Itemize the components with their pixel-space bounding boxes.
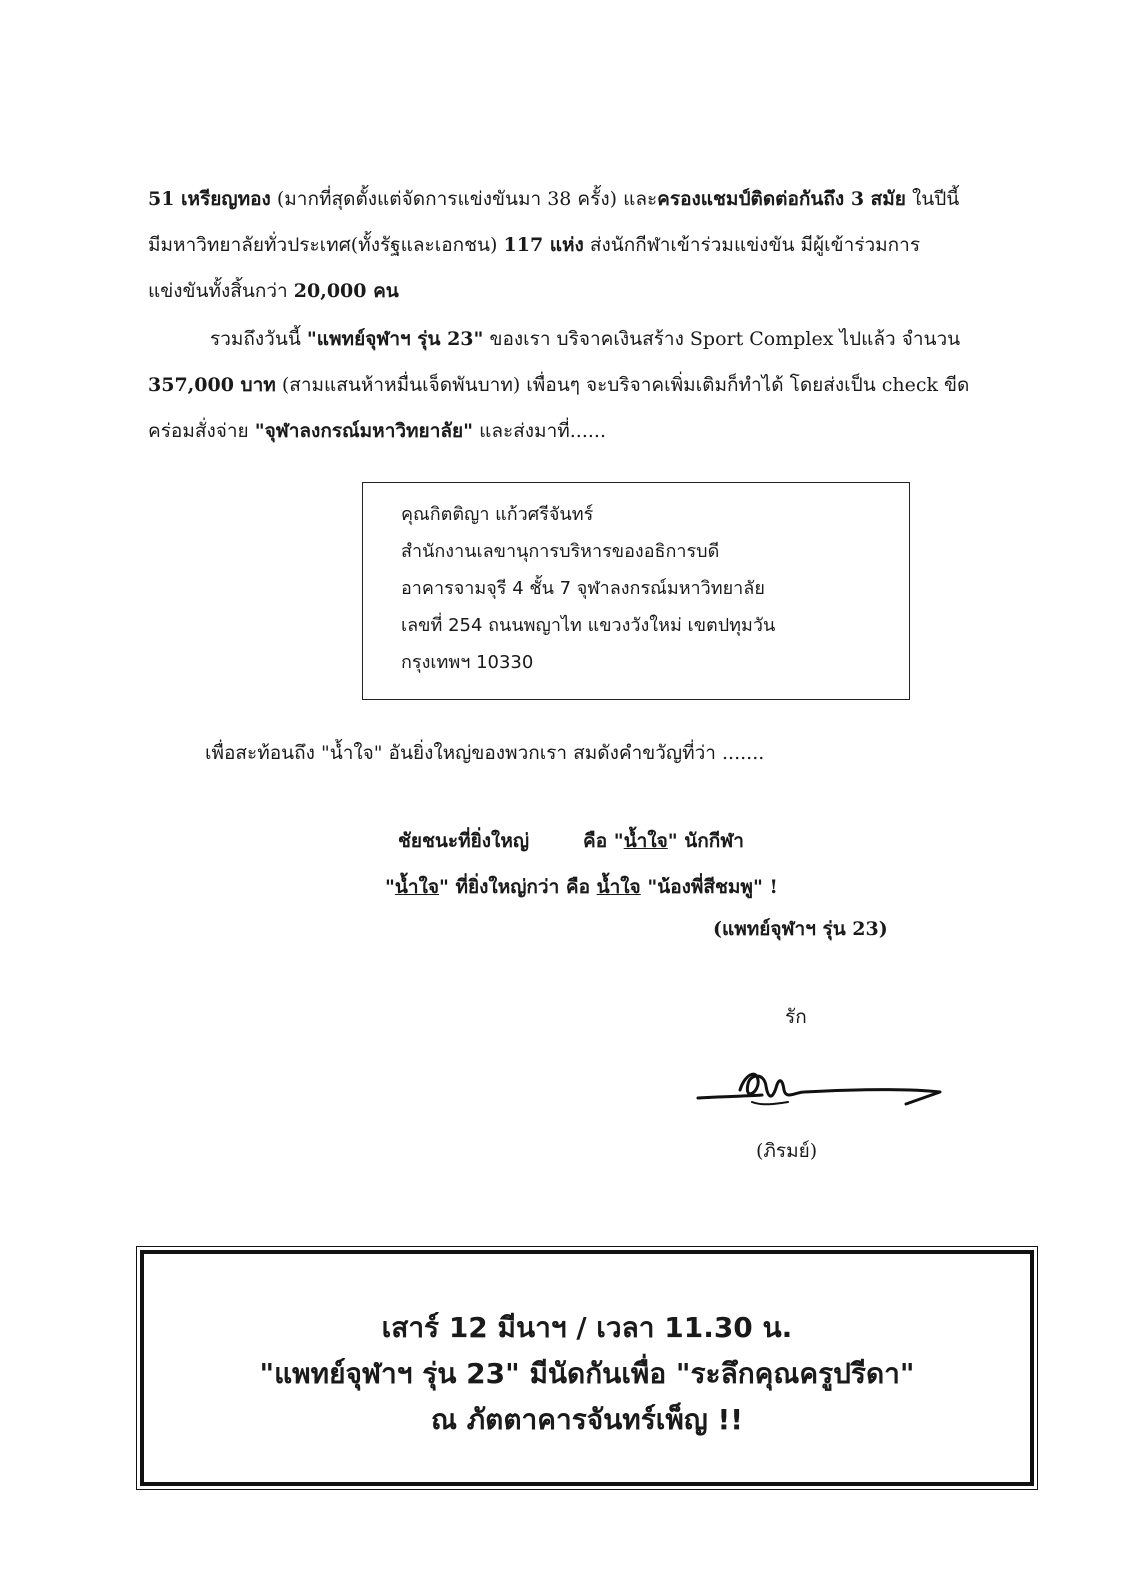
university-count: 117 แห่ง — [503, 234, 584, 256]
champion-text: ครองแชมป์ติดต่อกันถึง 3 สมัย — [657, 188, 906, 210]
paragraph-line: แข่งขันทั้งสิ้นกว่า 20,000 คน — [148, 280, 399, 302]
address-city: กรุงเทพฯ 10330 — [401, 652, 534, 673]
gold-medals: 51 เหรียญทอง — [148, 188, 271, 210]
address-box — [362, 482, 910, 700]
meeting-notice-box — [140, 1250, 1034, 1486]
closing-love: รัก — [785, 1006, 807, 1028]
address-building: อาคารจามจุรี 4 ชั้น 7 จุฬาลงกรณ์มหาวิทยาลัย — [401, 578, 765, 599]
motto-line-1: ชัยชนะที่ยิ่งใหญ่ คือ "น้ำใจ" นักกีฬา — [398, 830, 744, 852]
paragraph-results — [148, 176, 1038, 314]
notice-venue: ณ ภัตตาคารจันทร์เพ็ญ !! — [431, 1403, 743, 1436]
signer-name: (ภิรมย์) — [756, 1140, 818, 1162]
class-name: "แพทย์จุฬาฯ รุ่น 23" — [306, 328, 484, 350]
notice-date-time: เสาร์ 12 มีนาฯ / เวลา 11.30 น. — [381, 1311, 793, 1344]
donation-amount: 357,000 บาท — [148, 374, 276, 396]
notice-purpose: "แพทย์จุฬาฯ รุ่น 23" มีนัดกันเพื่อ "ระลึกคุณครูปรีดา" — [259, 1357, 915, 1390]
paragraph-line: คร่อมสั่งจ่าย "จุฬาลงกรณ์มหาวิทยาลัย" และส่งมาที่...... — [148, 420, 607, 442]
signature-image — [692, 1062, 954, 1122]
motto-line-2: "น้ำใจ" ที่ยิ่งใหญ่กว่า คือ น้ำใจ "น้องพี่สีชมพู" ! — [385, 876, 778, 898]
paragraph-donation — [148, 316, 1038, 454]
paragraph-line: มีมหาวิทยาลัยทั่วประเทศ(ทั้งรัฐและเอกชน) 117 แห่ง ส่งนักกีฬาเข้าร่วมแข่งขัน มีผู้เข้าร่วมการ — [148, 234, 921, 256]
address-office: สำนักงานเลขานุการบริหารของอธิการบดี — [401, 541, 720, 562]
address-name: คุณกิตติญา แก้วศรีจันทร์ — [401, 504, 594, 525]
address-street: เลขที่ 254 ถนนพญาไท แขวงวังใหม่ เขตปทุมวัน — [401, 615, 776, 636]
reflection-text: เพื่อสะท้อนถึง "น้ำใจ" อันยิ่งใหญ่ของพวกเรา สมดังคำขวัญที่ว่า ....... — [205, 742, 765, 764]
paragraph-line: รวมถึงวันนี้ "แพทย์จุฬาฯ รุ่น 23" ของเรา บริจาคเงินสร้าง Sport Complex ไปแล้ว จำนวน — [210, 328, 961, 350]
motto-attribution: (แพทย์จุฬาฯ รุ่น 23) — [713, 918, 888, 940]
paragraph-line: 51 เหรียญทอง (มากที่สุดตั้งแต่จัดการแข่งขันมา 38 ครั้ง) และครองแชมป์ติดต่อกันถึง 3 สมัย ในปีนี้ — [148, 188, 960, 210]
paragraph-line: 357,000 บาท (สามแสนห้าหมื่นเจ็ดพันบาท) เพื่อนๆ จะบริจาคเพิ่มเติมก็ทำได้ โดยส่งเป็น check ขีด — [148, 374, 970, 396]
participant-count: 20,000 คน — [293, 280, 399, 302]
payee-name: "จุฬาลงกรณ์มหาวิทยาลัย" — [254, 420, 474, 442]
